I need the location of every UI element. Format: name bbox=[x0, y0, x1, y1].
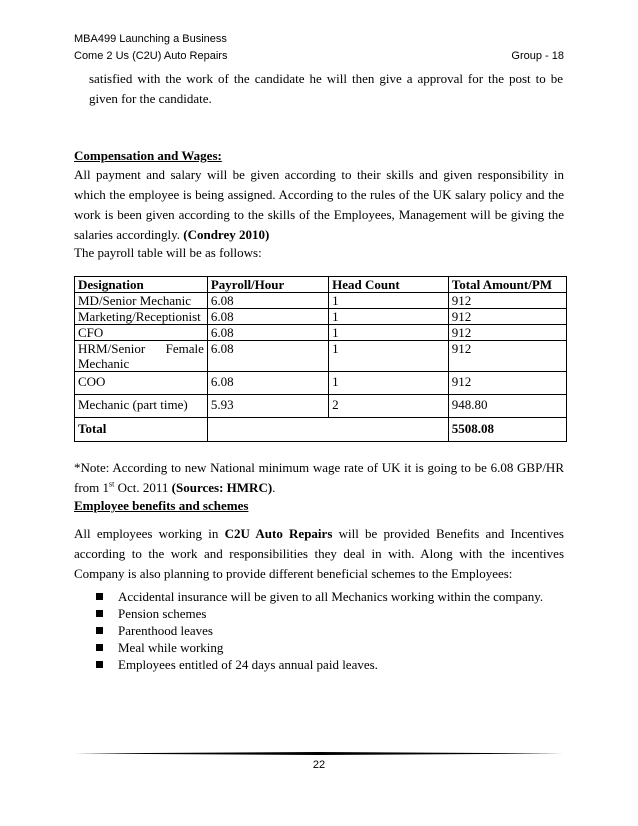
benefits-heading: Employee benefits and schemes bbox=[74, 498, 249, 513]
cell-designation bbox=[75, 341, 208, 372]
list-item-text: Pension schemes bbox=[118, 605, 207, 621]
table-row bbox=[75, 293, 567, 309]
square-bullet-icon bbox=[96, 610, 103, 617]
cell-count: 1 bbox=[329, 293, 449, 309]
square-bullet-icon bbox=[96, 593, 103, 600]
note-sup: st bbox=[109, 479, 115, 489]
cell-payroll: 6.08 bbox=[207, 293, 328, 309]
cell-designation: CFO bbox=[75, 325, 208, 341]
table-row bbox=[75, 325, 567, 341]
cell-payroll: 6.08 bbox=[207, 325, 328, 341]
cell-count: 1 bbox=[329, 325, 449, 341]
table-header-row bbox=[75, 277, 567, 293]
list-item bbox=[74, 588, 564, 605]
square-bullet-icon bbox=[96, 627, 103, 634]
page-header bbox=[74, 31, 564, 65]
benefits-text-pre: All employees working in bbox=[74, 526, 225, 541]
note-source: (Sources: HMRC) bbox=[171, 480, 273, 495]
total-label: Total bbox=[75, 418, 208, 442]
cell-total: 912 bbox=[448, 325, 566, 341]
cell-designation: Mechanic (part time) bbox=[75, 395, 208, 418]
list-item-text: Accidental insurance will be given to all Mechanics working within the company. bbox=[118, 588, 544, 604]
note-text: *Note: According to new National minimum wage rate of UK it is going to be 6.08 GBP/HR from 1 bbox=[74, 460, 564, 495]
company-name: C2U Auto Repairs bbox=[224, 526, 333, 541]
payroll-table bbox=[74, 276, 567, 442]
square-bullet-icon bbox=[96, 644, 103, 651]
cell-payroll: 5.93 bbox=[207, 395, 328, 418]
intro-paragraph: satisfied with the work of the candidate he will then give a approval for the post to be given for the candidate. bbox=[89, 71, 563, 106]
cell-total: 912 bbox=[448, 309, 566, 325]
hrm-part-2: Female bbox=[165, 341, 204, 356]
list-item bbox=[74, 622, 564, 639]
table-row bbox=[75, 372, 567, 395]
cell-designation: MD/Senior Mechanic bbox=[75, 293, 208, 309]
compensation-heading: Compensation and Wages: bbox=[74, 148, 222, 163]
list-item bbox=[74, 639, 564, 656]
benefits-text-post: will be provided Benefits and Incentives according to the work and responsibilities they deal in with. Along with the incentives Company is also planning to provide different beneficial schemes to the Employees: bbox=[74, 526, 564, 581]
benefits-paragraph bbox=[74, 524, 564, 584]
col-designation: Designation bbox=[75, 277, 208, 293]
cell-count: 1 bbox=[329, 341, 449, 372]
list-item-text: Parenthood leaves bbox=[118, 622, 213, 638]
cell-total: 912 bbox=[448, 341, 566, 372]
total-value: 5508.08 bbox=[448, 418, 566, 442]
cell-payroll: 6.08 bbox=[207, 341, 328, 372]
list-item-text: Employees entitled of 24 days annual paid leaves. bbox=[118, 656, 378, 672]
cell-designation: COO bbox=[75, 372, 208, 395]
hrm-part-1: HRM/Senior bbox=[78, 341, 146, 356]
list-item-text: Meal while working bbox=[118, 639, 224, 655]
wage-note bbox=[74, 458, 564, 498]
list-item bbox=[74, 605, 564, 622]
col-payroll-hour: Payroll/Hour bbox=[207, 277, 328, 293]
hrm-part-3: Mechanic bbox=[78, 356, 130, 371]
table-row bbox=[75, 341, 567, 372]
header-course: MBA499 Launching a Business bbox=[74, 33, 227, 45]
total-empty bbox=[207, 418, 448, 442]
cell-designation: Marketing/Receptionist bbox=[75, 309, 208, 325]
list-item bbox=[74, 656, 564, 673]
cell-count: 1 bbox=[329, 309, 449, 325]
cell-count: 1 bbox=[329, 372, 449, 395]
cell-total: 912 bbox=[448, 293, 566, 309]
table-row bbox=[75, 309, 567, 325]
total-row bbox=[75, 418, 567, 442]
table-row bbox=[75, 395, 567, 418]
note-date: Oct. 2011 bbox=[114, 480, 172, 495]
col-head-count: Head Count bbox=[329, 277, 449, 293]
header-company: Come 2 Us (C2U) Auto Repairs bbox=[74, 50, 228, 62]
footer-divider bbox=[74, 752, 564, 755]
hrm-label-line1 bbox=[78, 341, 204, 356]
square-bullet-icon bbox=[96, 661, 103, 668]
cell-count: 2 bbox=[329, 395, 449, 418]
header-row bbox=[74, 48, 564, 65]
citation: (Condrey 2010) bbox=[183, 227, 270, 242]
note-end: . bbox=[272, 480, 276, 495]
cell-payroll: 6.08 bbox=[207, 372, 328, 395]
compensation-text: All payment and salary will be given according to their skills and given responsibility in which the employee is being assigned. According to the rules of the UK salary policy and the work is been given according to the skills of the Employees, Management will be giving the salaries accordingly. bbox=[74, 167, 564, 242]
compensation-paragraph bbox=[74, 165, 564, 245]
header-group: Group - 18 bbox=[511, 50, 564, 62]
cell-total: 912 bbox=[448, 372, 566, 395]
cell-payroll: 6.08 bbox=[207, 309, 328, 325]
page-number: 22 bbox=[312, 759, 326, 771]
col-total-amount: Total Amount/PM bbox=[448, 277, 566, 293]
cell-total: 948.80 bbox=[448, 395, 566, 418]
payroll-intro: The payroll table will be as follows: bbox=[74, 245, 262, 260]
benefits-list bbox=[74, 588, 564, 673]
